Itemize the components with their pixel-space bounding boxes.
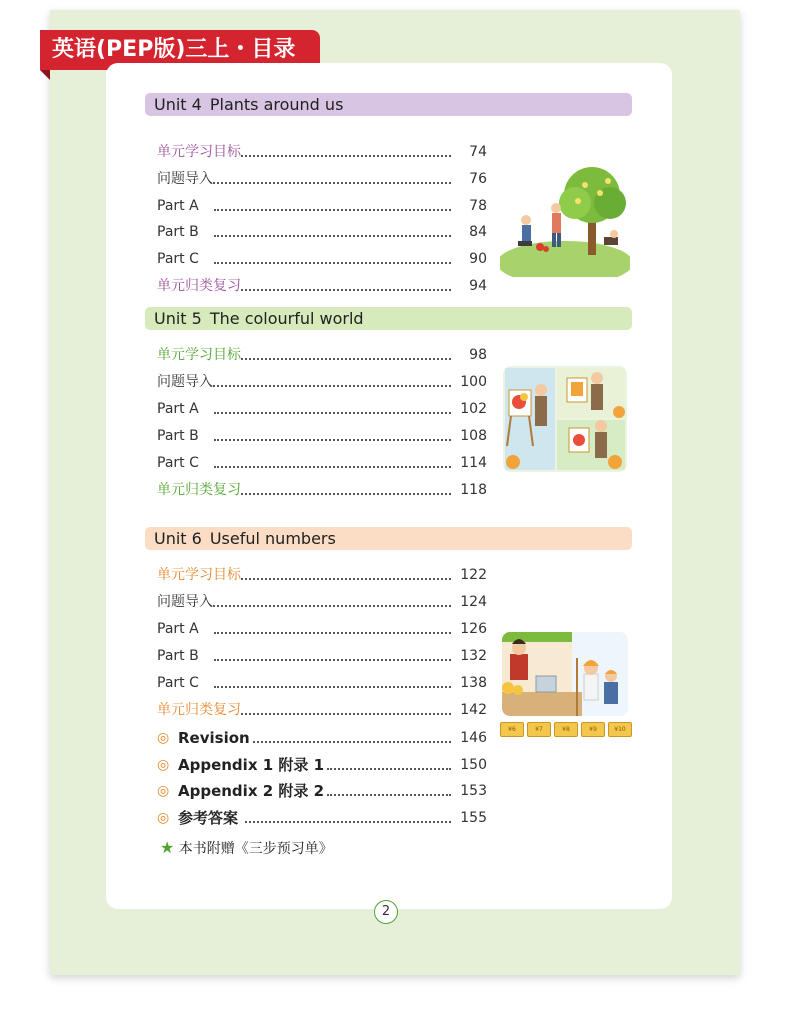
extra-label: Appendix 2 附录 2 [178, 782, 325, 800]
unit-6-code: Unit 6 [154, 529, 202, 548]
unit-6-name: Useful numbers [209, 529, 336, 548]
leader-dots [245, 821, 451, 823]
toc-label: 问题导入 [157, 171, 213, 187]
toc-page: 108 [460, 428, 487, 444]
unit-4-header[interactable] [145, 93, 632, 116]
toc-row[interactable] [157, 142, 487, 162]
toc-row[interactable] [157, 453, 487, 473]
toc-page: 114 [460, 455, 487, 471]
toc-label: 问题导入 [157, 374, 213, 390]
toc-label: Part B [157, 224, 199, 240]
leader-dots [241, 713, 451, 715]
toc-label: Part A [157, 401, 199, 417]
leader-dots [214, 235, 451, 237]
gift-text: 本书附赠《三步预习单》 [178, 841, 333, 857]
toc-page: 98 [469, 347, 487, 363]
unit-6-illustration [502, 632, 628, 716]
leader-dots [241, 289, 451, 291]
toc-page: 132 [460, 648, 487, 664]
toc-row[interactable] [157, 480, 487, 500]
star-icon: ★ [160, 838, 175, 857]
leader-dots [214, 686, 451, 688]
extra-row-revision[interactable] [157, 727, 487, 749]
shop-scene-icon [502, 632, 628, 716]
toc-page: 90 [469, 251, 487, 267]
leader-dots [214, 632, 451, 634]
unit-4-code: Unit 4 [154, 95, 202, 114]
toc-label: 单元学习目标 [157, 347, 241, 363]
gift-note [160, 838, 333, 858]
leader-dots [214, 412, 451, 414]
banner-fold [40, 70, 50, 80]
toc-page: 142 [460, 702, 487, 718]
toc-page: 74 [469, 144, 487, 160]
leader-dots [213, 385, 451, 387]
coin: ¥9 [581, 722, 605, 737]
extra-row-appendix-2[interactable] [157, 780, 487, 802]
coin: ¥8 [554, 722, 578, 737]
toc-page: 94 [469, 278, 487, 294]
toc-row[interactable] [157, 426, 487, 446]
toc-page: 126 [460, 621, 487, 637]
art-class-icon [503, 366, 627, 472]
extra-page: 153 [460, 783, 487, 799]
unit-4-illustration [500, 163, 630, 277]
toc-row[interactable] [157, 169, 487, 189]
toc-label: 单元归类复习 [157, 482, 241, 498]
unit-5-code: Unit 5 [154, 309, 202, 328]
toc-label: 单元学习目标 [157, 567, 241, 583]
leader-dots [327, 768, 451, 770]
coin-strip [500, 722, 630, 736]
toc-row[interactable] [157, 700, 487, 720]
unit-5-illustration [503, 366, 627, 472]
toc-label: Part C [157, 251, 199, 267]
toc-page: 102 [460, 401, 487, 417]
leader-dots [241, 578, 451, 580]
bullet-icon: ◎ [157, 730, 170, 746]
toc-label: 单元学习目标 [157, 144, 241, 160]
unit-5-header[interactable] [145, 307, 632, 330]
unit-5-name: The colourful world [209, 309, 364, 328]
page-number: 2 [374, 900, 398, 924]
toc-page: 78 [469, 198, 487, 214]
unit-4-name: Plants around us [209, 95, 344, 114]
leader-dots [327, 794, 451, 796]
extra-page: 146 [460, 730, 487, 746]
leader-dots [214, 439, 451, 441]
extra-page: 155 [460, 810, 487, 826]
toc-row[interactable] [157, 646, 487, 666]
coin: ¥6 [500, 722, 524, 737]
bullet-icon: ◎ [157, 810, 170, 826]
leader-dots [241, 493, 451, 495]
leader-dots [241, 358, 451, 360]
bullet-icon: ◎ [157, 783, 170, 799]
toc-row[interactable] [157, 673, 487, 693]
toc-row[interactable] [157, 372, 487, 392]
toc-page: 118 [460, 482, 487, 498]
toc-page: 100 [460, 374, 487, 390]
toc-row[interactable] [157, 619, 487, 639]
toc-page: 124 [460, 594, 487, 610]
leader-dots [213, 182, 451, 184]
leader-dots [214, 466, 451, 468]
toc-page: 76 [469, 171, 487, 187]
toc-page: 138 [460, 675, 487, 691]
extra-row-answers[interactable] [157, 807, 487, 829]
toc-row[interactable] [157, 399, 487, 419]
bullet-icon: ◎ [157, 757, 170, 773]
page-banner: 英语(PEP版)三上・目录 [40, 30, 320, 70]
toc-label: Part B [157, 648, 199, 664]
toc-row[interactable] [157, 249, 487, 269]
extra-label: 参考答案 [178, 809, 239, 827]
extra-row-appendix-1[interactable] [157, 754, 487, 776]
toc-label: Part C [157, 675, 199, 691]
toc-row[interactable] [157, 565, 487, 585]
toc-label: 单元归类复习 [157, 702, 241, 718]
toc-label: Part B [157, 428, 199, 444]
toc-row[interactable] [157, 592, 487, 612]
toc-row[interactable] [157, 276, 487, 296]
toc-row[interactable] [157, 196, 487, 216]
coin: ¥7 [527, 722, 551, 737]
unit-6-header[interactable] [145, 527, 632, 550]
leader-dots [253, 741, 451, 743]
leader-dots [241, 155, 451, 157]
leader-dots [214, 262, 451, 264]
toc-label: 问题导入 [157, 594, 213, 610]
toc-row[interactable] [157, 345, 487, 365]
extra-label: Appendix 1 附录 1 [178, 756, 325, 774]
toc-label: 单元归类复习 [157, 278, 241, 294]
toc-page: 84 [469, 224, 487, 240]
toc-label: Part A [157, 621, 199, 637]
leader-dots [214, 209, 451, 211]
extra-page: 150 [460, 757, 487, 773]
leader-dots [213, 605, 451, 607]
toc-page: 122 [460, 567, 487, 583]
toc-row[interactable] [157, 222, 487, 242]
coin: ¥10 [608, 722, 632, 737]
leader-dots [214, 659, 451, 661]
toc-label: Part A [157, 198, 199, 214]
extra-label: Revision [178, 729, 250, 747]
toc-label: Part C [157, 455, 199, 471]
tree-scene-icon [500, 163, 630, 277]
